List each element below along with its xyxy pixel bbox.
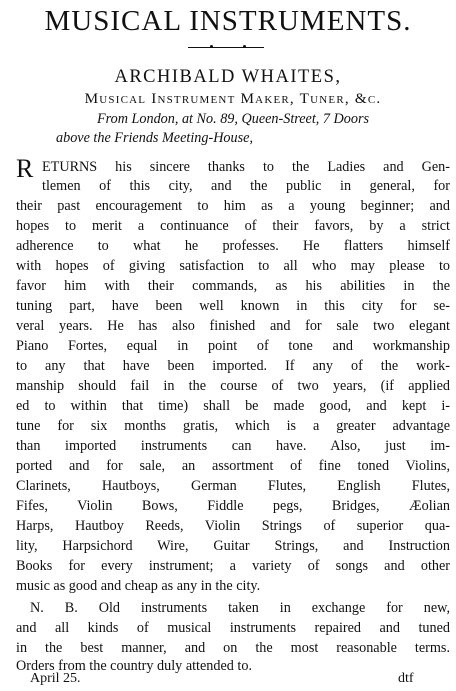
- address-line-1: From London, at No. 89, Queen-Street, 7 Doors: [96, 111, 370, 127]
- drop-cap: R: [16, 154, 34, 183]
- body-line: Harps, Hautboy Reeds, Violin Strings of superior qua-: [16, 518, 450, 534]
- nb-line: in the best manner, and on the most reasonable terms.: [16, 640, 450, 656]
- nb-line: N. B. Old instruments taken in exchange for new,: [30, 600, 450, 616]
- body-line: tune for six months gratis, which is a greater advantage: [16, 418, 450, 434]
- body-line: Piano Fortes, equal in point of tone and workmanship: [16, 338, 450, 354]
- headline: MUSICAL INSTRUMENTS.: [44, 5, 412, 37]
- date-line: April 25.: [30, 671, 81, 686]
- body-line: ETURNS his sincere thanks to the Ladies and Gen-: [42, 159, 450, 175]
- body-line: with hopes of giving satisfaction to all who may please to: [16, 258, 450, 274]
- body-line: to any that have been imported. If any of the work-: [16, 358, 450, 374]
- body-line: lity, Harpsichord Wire, Guitar Strings, and Instruction: [16, 538, 450, 554]
- body-line: their past encouragement to him as a young beginner; and: [16, 198, 450, 214]
- body-line: veral years. He has also finished and for sale two elegant: [16, 318, 450, 334]
- body-line: ed to within that time) shall be made good, and kept i-: [16, 398, 450, 414]
- body-line: Fifes, Violin Bows, Fiddle pegs, Bridges, Æolian: [16, 498, 450, 514]
- trade-line: Musical Instrument Maker, Tuner, &c.: [84, 90, 382, 107]
- body-line: music as good and cheap as any in the city.: [16, 578, 261, 594]
- body-line: than imported instruments can have. Also, just im-: [16, 438, 450, 454]
- body-line: tuning part, have been well known in this city for se-: [16, 298, 450, 314]
- body-line: Clarinets, Hautboys, German Flutes, English Flutes,: [16, 478, 450, 494]
- ornamental-rule: [188, 47, 264, 48]
- advertiser-name: ARCHIBALD WHAITES,: [114, 67, 342, 87]
- nb-line: and all kinds of musical instruments repaired and tuned: [16, 620, 450, 636]
- body-line: favor him with their commands, as his abilities in the: [16, 278, 450, 294]
- body-line: manship should fail in the course of two years, (if applied: [16, 378, 450, 394]
- ad-code: dtf: [398, 671, 414, 686]
- body-line: ported and for sale, an assortment of fine toned Violins,: [16, 458, 450, 474]
- body-line: tlemen of this city, and the public in general, for: [42, 178, 450, 194]
- body-line: adherence to what he professes. He flatters himself: [16, 238, 450, 254]
- address-line-2: above the Friends Meeting-House,: [56, 130, 253, 146]
- body-line: Books for every instrument; a variety of songs and other: [16, 558, 450, 574]
- body-line: hopes to merit a continuance of their favors, by a strict: [16, 218, 450, 234]
- nb-line: Orders from the country duly attended to.: [16, 658, 252, 674]
